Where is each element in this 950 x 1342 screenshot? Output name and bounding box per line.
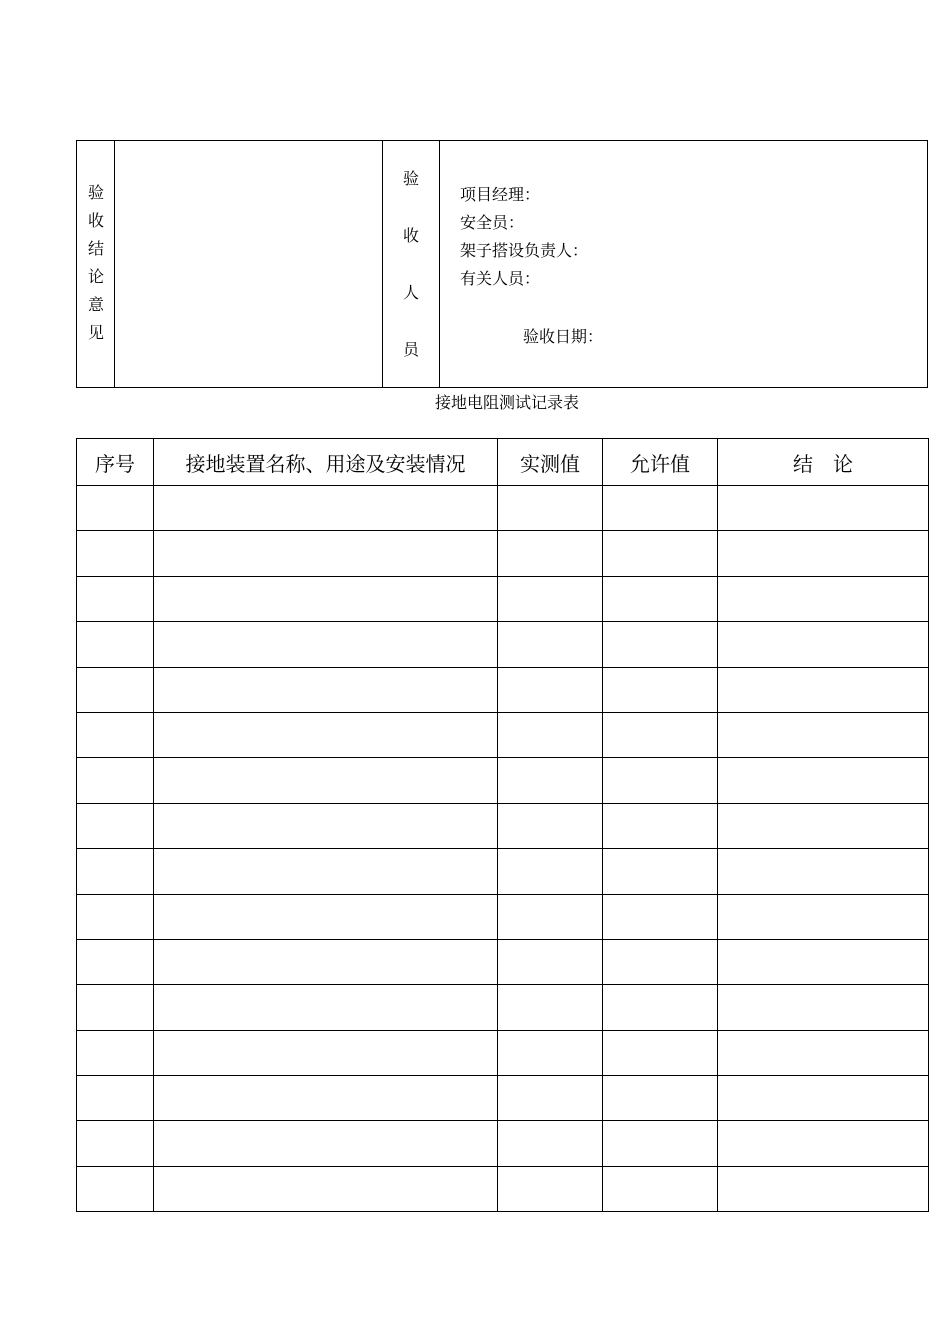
cell-no[interactable] <box>77 803 154 848</box>
cell-conclusion[interactable] <box>718 622 929 667</box>
cell-allowed[interactable] <box>603 803 718 848</box>
cell-measured[interactable] <box>498 803 603 848</box>
table-row <box>77 667 929 712</box>
cell-measured[interactable] <box>498 894 603 939</box>
cell-conclusion[interactable] <box>718 667 929 712</box>
cell-no[interactable] <box>77 985 154 1030</box>
cell-no[interactable] <box>77 939 154 984</box>
cell-no[interactable] <box>77 1076 154 1121</box>
cell-conclusion[interactable] <box>718 939 929 984</box>
table-row <box>77 985 929 1030</box>
cell-allowed[interactable] <box>603 531 718 576</box>
table-row <box>77 1166 929 1211</box>
table-row <box>77 622 929 667</box>
cell-name[interactable] <box>154 849 498 894</box>
table-row <box>77 803 929 848</box>
cell-allowed[interactable] <box>603 758 718 803</box>
header-name: 接地装置名称、用途及安装情况 <box>154 439 498 486</box>
acceptance-date[interactable]: 验收日期： <box>523 327 604 346</box>
cell-measured[interactable] <box>498 712 603 757</box>
cell-no[interactable] <box>77 486 154 531</box>
cell-name[interactable] <box>154 1121 498 1166</box>
cell-conclusion[interactable] <box>718 758 929 803</box>
cell-no[interactable] <box>77 1121 154 1166</box>
cell-no[interactable] <box>77 894 154 939</box>
cell-conclusion[interactable] <box>718 849 929 894</box>
cell-allowed[interactable] <box>603 622 718 667</box>
cell-name[interactable] <box>154 985 498 1030</box>
cell-name[interactable] <box>154 576 498 621</box>
column-divider <box>439 141 440 387</box>
label-char: 员 <box>402 340 419 359</box>
label-char: 人 <box>402 283 419 302</box>
cell-conclusion[interactable] <box>718 1076 929 1121</box>
table-row <box>77 758 929 803</box>
table-row <box>77 531 929 576</box>
cell-no[interactable] <box>77 758 154 803</box>
cell-conclusion[interactable] <box>718 985 929 1030</box>
acceptance-block <box>76 140 928 388</box>
table-row <box>77 894 929 939</box>
header-conclusion: 结 论 <box>718 439 929 486</box>
cell-conclusion[interactable] <box>718 486 929 531</box>
cell-conclusion[interactable] <box>718 1166 929 1211</box>
cell-measured[interactable] <box>498 985 603 1030</box>
cell-allowed[interactable] <box>603 985 718 1030</box>
cell-measured[interactable] <box>498 849 603 894</box>
cell-name[interactable] <box>154 1030 498 1075</box>
cell-name[interactable] <box>154 894 498 939</box>
record-table-title: 接地电阻测试记录表 <box>434 393 579 412</box>
cell-allowed[interactable] <box>603 1166 718 1211</box>
signatory-scaffold-lead[interactable]: 架子搭设负责人： <box>460 241 589 260</box>
cell-name[interactable] <box>154 1076 498 1121</box>
cell-conclusion[interactable] <box>718 576 929 621</box>
cell-name[interactable] <box>154 486 498 531</box>
table-header-row <box>77 439 929 486</box>
cell-name[interactable] <box>154 622 498 667</box>
cell-measured[interactable] <box>498 622 603 667</box>
acceptance-staff-label <box>399 150 423 378</box>
cell-measured[interactable] <box>498 1166 603 1211</box>
header-no: 序号 <box>77 439 154 486</box>
header-allowed: 允许值 <box>603 439 718 486</box>
cell-allowed[interactable] <box>603 894 718 939</box>
cell-allowed[interactable] <box>603 849 718 894</box>
cell-no[interactable] <box>77 576 154 621</box>
cell-allowed[interactable] <box>603 576 718 621</box>
cell-allowed[interactable] <box>603 1121 718 1166</box>
table-row <box>77 576 929 621</box>
table-row <box>77 1121 929 1166</box>
label-char: 见 <box>87 323 104 342</box>
cell-conclusion[interactable] <box>718 1030 929 1075</box>
cell-conclusion[interactable] <box>718 803 929 848</box>
cell-name[interactable] <box>154 1166 498 1211</box>
cell-name[interactable] <box>154 758 498 803</box>
cell-no[interactable] <box>77 849 154 894</box>
label-char: 论 <box>87 267 104 286</box>
label-char: 结 <box>87 239 104 258</box>
acceptance-conclusion-field[interactable] <box>115 141 382 387</box>
cell-no[interactable] <box>77 1030 154 1075</box>
cell-name[interactable] <box>154 803 498 848</box>
cell-conclusion[interactable] <box>718 531 929 576</box>
table-row <box>77 486 929 531</box>
cell-allowed[interactable] <box>603 667 718 712</box>
cell-allowed[interactable] <box>603 712 718 757</box>
label-char: 收 <box>87 211 104 230</box>
cell-no[interactable] <box>77 667 154 712</box>
cell-no[interactable] <box>77 1166 154 1211</box>
cell-name[interactable] <box>154 939 498 984</box>
cell-name[interactable] <box>154 531 498 576</box>
label-char: 验 <box>402 169 419 188</box>
cell-measured[interactable] <box>498 758 603 803</box>
signatory-related-staff[interactable]: 有关人员： <box>460 269 541 288</box>
table-row <box>77 939 929 984</box>
signatory-safety-officer[interactable]: 安全员： <box>460 213 525 232</box>
cell-allowed[interactable] <box>603 1076 718 1121</box>
cell-conclusion[interactable] <box>718 894 929 939</box>
table-row <box>77 849 929 894</box>
label-char: 验 <box>87 183 104 202</box>
label-char: 收 <box>402 226 419 245</box>
signatory-list <box>460 181 588 293</box>
cell-measured[interactable] <box>498 531 603 576</box>
cell-no[interactable] <box>77 531 154 576</box>
cell-measured[interactable] <box>498 486 603 531</box>
acceptance-conclusion-label <box>84 179 108 347</box>
cell-allowed[interactable] <box>603 486 718 531</box>
table-row <box>77 1076 929 1121</box>
cell-measured[interactable] <box>498 1121 603 1166</box>
cell-measured[interactable] <box>498 667 603 712</box>
cell-measured[interactable] <box>498 576 603 621</box>
cell-conclusion[interactable] <box>718 712 929 757</box>
cell-name[interactable] <box>154 712 498 757</box>
cell-measured[interactable] <box>498 1030 603 1075</box>
table-row <box>77 1030 929 1075</box>
cell-no[interactable] <box>77 712 154 757</box>
cell-allowed[interactable] <box>603 939 718 984</box>
cell-allowed[interactable] <box>603 1030 718 1075</box>
cell-no[interactable] <box>77 622 154 667</box>
column-divider <box>382 141 383 387</box>
cell-conclusion[interactable] <box>718 1121 929 1166</box>
cell-measured[interactable] <box>498 1076 603 1121</box>
label-char: 意 <box>87 295 104 314</box>
cell-name[interactable] <box>154 667 498 712</box>
table-row <box>77 712 929 757</box>
signatory-project-manager[interactable]: 项目经理： <box>460 185 541 204</box>
header-measured: 实测值 <box>498 439 603 486</box>
grounding-resistance-table <box>76 438 929 1212</box>
cell-measured[interactable] <box>498 939 603 984</box>
table-body <box>77 486 929 1212</box>
